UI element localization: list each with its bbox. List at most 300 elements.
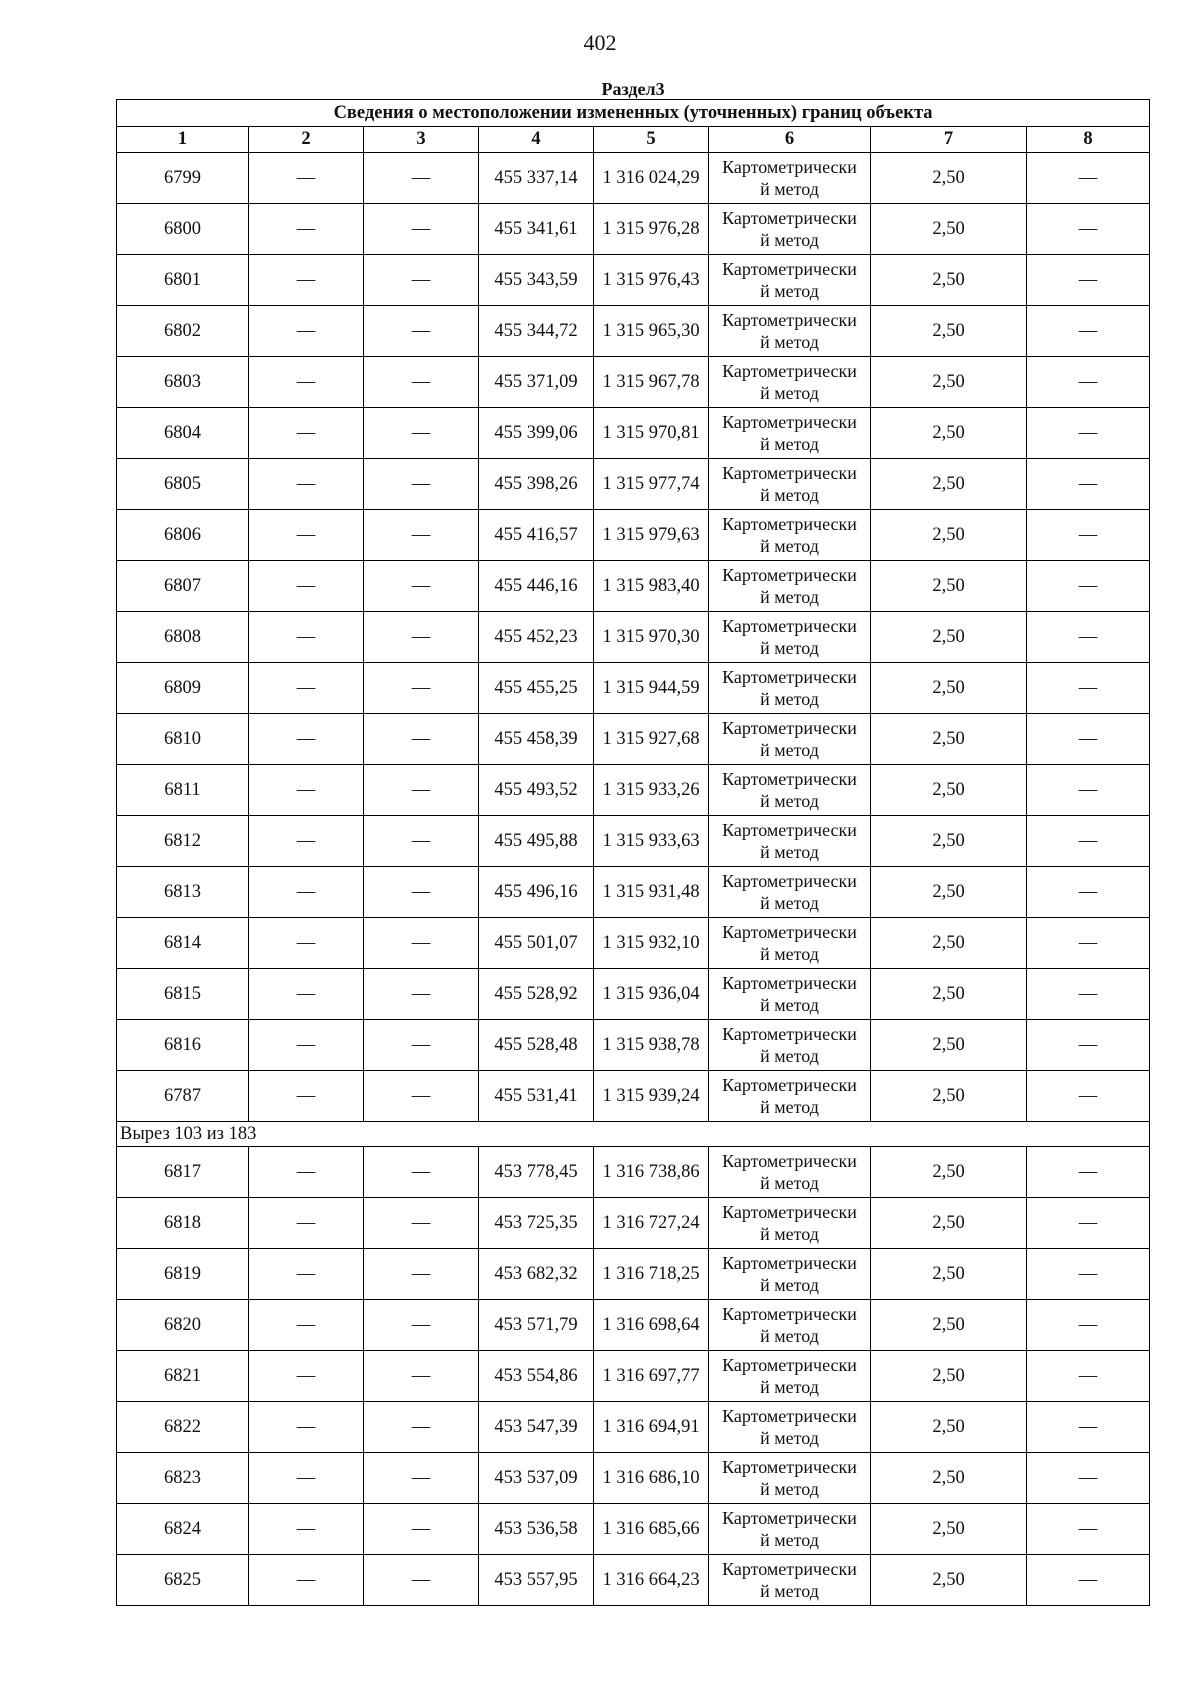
accuracy: 2,50 [871, 918, 1027, 969]
column-number: 4 [479, 127, 594, 153]
coordinate-y: 1 316 024,29 [594, 153, 709, 204]
coordinate-x: 455 371,09 [479, 357, 594, 408]
coordinate-x: 453 557,95 [479, 1555, 594, 1606]
method-line-1: Картометрически [722, 616, 857, 636]
empty-dash: — [249, 1071, 364, 1122]
method-line-2: й метод [760, 536, 819, 556]
empty-dash: — [1027, 459, 1150, 510]
method-line-2: й метод [760, 230, 819, 250]
empty-dash: — [364, 969, 479, 1020]
method-line-1: Картометрически [722, 1508, 857, 1528]
empty-dash: — [364, 1555, 479, 1606]
method-cell [709, 1198, 871, 1249]
empty-dash: — [249, 1402, 364, 1453]
empty-dash: — [1027, 969, 1150, 1020]
empty-dash: — [364, 1351, 479, 1402]
empty-dash: — [364, 918, 479, 969]
empty-dash: — [364, 459, 479, 510]
coordinate-y: 1 315 976,43 [594, 255, 709, 306]
empty-dash: — [1027, 1020, 1150, 1071]
table-row [117, 714, 1150, 765]
empty-dash: — [1027, 357, 1150, 408]
coordinate-y: 1 316 698,64 [594, 1300, 709, 1351]
method-line-1: Картометрически [722, 718, 857, 738]
method-line-2: й метод [760, 1428, 819, 1448]
method-cell [709, 663, 871, 714]
method-cell [709, 612, 871, 663]
table-row [117, 357, 1150, 408]
empty-dash: — [1027, 561, 1150, 612]
empty-dash: — [249, 1453, 364, 1504]
method-cell [709, 1020, 871, 1071]
accuracy: 2,50 [871, 1453, 1027, 1504]
empty-dash: — [249, 1300, 364, 1351]
empty-dash: — [364, 663, 479, 714]
table-row [117, 867, 1150, 918]
empty-dash: — [249, 918, 364, 969]
method-line-2: й метод [760, 1224, 819, 1244]
column-number: 2 [249, 127, 364, 153]
accuracy: 2,50 [871, 1198, 1027, 1249]
empty-dash: — [1027, 663, 1150, 714]
method-line-1: Картометрически [722, 1075, 857, 1095]
empty-dash: — [249, 663, 364, 714]
point-number: 6799 [117, 153, 249, 204]
empty-dash: — [364, 1249, 479, 1300]
empty-dash: — [364, 357, 479, 408]
coordinate-y: 1 315 933,63 [594, 816, 709, 867]
method-cell [709, 459, 871, 510]
table-row [117, 561, 1150, 612]
column-number: 5 [594, 127, 709, 153]
accuracy: 2,50 [871, 1300, 1027, 1351]
table-row [117, 1402, 1150, 1453]
empty-dash: — [1027, 255, 1150, 306]
method-line-2: й метод [760, 179, 819, 199]
empty-dash: — [249, 1147, 364, 1198]
accuracy: 2,50 [871, 1504, 1027, 1555]
point-number: 6808 [117, 612, 249, 663]
point-number: 6807 [117, 561, 249, 612]
empty-dash: — [364, 1147, 479, 1198]
empty-dash: — [1027, 918, 1150, 969]
table-row [117, 1504, 1150, 1555]
empty-dash: — [364, 714, 479, 765]
method-line-1: Картометрически [722, 973, 857, 993]
method-line-1: Картометрически [722, 1151, 857, 1171]
method-cell [709, 765, 871, 816]
method-line-1: Картометрически [722, 565, 857, 585]
coordinate-x: 453 725,35 [479, 1198, 594, 1249]
point-number: 6809 [117, 663, 249, 714]
empty-dash: — [364, 765, 479, 816]
point-number: 6800 [117, 204, 249, 255]
coordinate-x: 455 446,16 [479, 561, 594, 612]
table-row [117, 1453, 1150, 1504]
method-cell [709, 1071, 871, 1122]
accuracy: 2,50 [871, 1351, 1027, 1402]
accuracy: 2,50 [871, 306, 1027, 357]
method-cell [709, 561, 871, 612]
point-number: 6787 [117, 1071, 249, 1122]
method-line-1: Картометрически [722, 157, 857, 177]
coordinate-y: 1 316 697,77 [594, 1351, 709, 1402]
method-line-2: й метод [760, 332, 819, 352]
method-cell [709, 204, 871, 255]
method-cell [709, 1249, 871, 1300]
coordinate-y: 1 316 685,66 [594, 1504, 709, 1555]
empty-dash: — [364, 153, 479, 204]
coordinate-x: 453 536,58 [479, 1504, 594, 1555]
coordinate-y: 1 315 983,40 [594, 561, 709, 612]
point-number: 6805 [117, 459, 249, 510]
empty-dash: — [364, 255, 479, 306]
method-line-2: й метод [760, 1097, 819, 1117]
point-number: 6817 [117, 1147, 249, 1198]
accuracy: 2,50 [871, 153, 1027, 204]
accuracy: 2,50 [871, 1071, 1027, 1122]
coordinate-y: 1 315 931,48 [594, 867, 709, 918]
method-line-1: Картометрически [722, 871, 857, 891]
table-title: Сведения о местоположении измененных (уточненных) границ объекта [117, 100, 1150, 127]
coordinate-y: 1 316 664,23 [594, 1555, 709, 1606]
method-line-1: Картометрически [722, 361, 857, 381]
method-cell [709, 918, 871, 969]
accuracy: 2,50 [871, 408, 1027, 459]
empty-dash: — [364, 867, 479, 918]
method-line-2: й метод [760, 740, 819, 760]
method-line-2: й метод [760, 1530, 819, 1550]
coordinate-x: 455 495,88 [479, 816, 594, 867]
method-line-2: й метод [760, 587, 819, 607]
table-row [117, 459, 1150, 510]
group-label: Вырез 103 из 183 [117, 1122, 1150, 1147]
coordinate-y: 1 315 933,26 [594, 765, 709, 816]
accuracy: 2,50 [871, 561, 1027, 612]
accuracy: 2,50 [871, 663, 1027, 714]
coordinate-x: 455 496,16 [479, 867, 594, 918]
method-line-1: Картометрически [722, 1304, 857, 1324]
method-line-1: Картометрически [722, 208, 857, 228]
accuracy: 2,50 [871, 714, 1027, 765]
method-line-2: й метод [760, 842, 819, 862]
table-row [117, 918, 1150, 969]
empty-dash: — [249, 1504, 364, 1555]
accuracy: 2,50 [871, 1402, 1027, 1453]
empty-dash: — [364, 1402, 479, 1453]
method-line-1: Картометрически [722, 1406, 857, 1426]
empty-dash: — [364, 1198, 479, 1249]
coordinate-x: 453 537,09 [479, 1453, 594, 1504]
method-line-1: Картометрически [722, 514, 857, 534]
point-number: 6820 [117, 1300, 249, 1351]
empty-dash: — [364, 510, 479, 561]
method-cell [709, 408, 871, 459]
method-line-1: Картометрически [722, 769, 857, 789]
point-number: 6810 [117, 714, 249, 765]
empty-dash: — [249, 561, 364, 612]
column-number: 7 [871, 127, 1027, 153]
empty-dash: — [249, 867, 364, 918]
table-row [117, 204, 1150, 255]
document-body [116, 79, 1149, 1606]
method-line-1: Картометрически [722, 1355, 857, 1375]
method-cell [709, 306, 871, 357]
method-cell [709, 714, 871, 765]
coordinate-x: 453 778,45 [479, 1147, 594, 1198]
empty-dash: — [249, 765, 364, 816]
coordinate-y: 1 315 927,68 [594, 714, 709, 765]
method-line-2: й метод [760, 1581, 819, 1601]
method-cell [709, 153, 871, 204]
empty-dash: — [1027, 153, 1150, 204]
empty-dash: — [1027, 1504, 1150, 1555]
point-number: 6822 [117, 1402, 249, 1453]
coordinate-y: 1 315 977,74 [594, 459, 709, 510]
coordinate-y: 1 315 939,24 [594, 1071, 709, 1122]
method-cell [709, 1555, 871, 1606]
method-line-1: Картометрически [722, 1024, 857, 1044]
column-number: 1 [117, 127, 249, 153]
method-cell [709, 1147, 871, 1198]
empty-dash: — [249, 816, 364, 867]
method-line-1: Картометрически [722, 820, 857, 840]
coordinate-y: 1 315 965,30 [594, 306, 709, 357]
empty-dash: — [249, 1351, 364, 1402]
page-number: 402 [583, 30, 617, 55]
accuracy: 2,50 [871, 459, 1027, 510]
method-line-2: й метод [760, 689, 819, 709]
table-row [117, 153, 1150, 204]
point-number: 6802 [117, 306, 249, 357]
coordinate-y: 1 315 970,81 [594, 408, 709, 459]
coordinate-y: 1 315 932,10 [594, 918, 709, 969]
empty-dash: — [364, 816, 479, 867]
point-number: 6801 [117, 255, 249, 306]
coordinate-x: 455 455,25 [479, 663, 594, 714]
table-row [117, 1351, 1150, 1402]
coordinate-x: 455 531,41 [479, 1071, 594, 1122]
point-number: 6803 [117, 357, 249, 408]
coordinate-x: 455 337,14 [479, 153, 594, 204]
column-number: 3 [364, 127, 479, 153]
method-line-1: Картометрически [722, 667, 857, 687]
method-line-1: Картометрически [722, 412, 857, 432]
accuracy: 2,50 [871, 1147, 1027, 1198]
accuracy: 2,50 [871, 255, 1027, 306]
table-row [117, 612, 1150, 663]
column-number-row [117, 127, 1150, 153]
empty-dash: — [1027, 1351, 1150, 1402]
point-number: 6821 [117, 1351, 249, 1402]
coordinate-y: 1 315 967,78 [594, 357, 709, 408]
column-number: 6 [709, 127, 871, 153]
method-line-1: Картометрически [722, 1559, 857, 1579]
empty-dash: — [249, 357, 364, 408]
coordinate-x: 455 528,92 [479, 969, 594, 1020]
point-number: 6806 [117, 510, 249, 561]
empty-dash: — [1027, 1147, 1150, 1198]
coordinate-x: 455 493,52 [479, 765, 594, 816]
point-number: 6823 [117, 1453, 249, 1504]
coordinate-x: 455 398,26 [479, 459, 594, 510]
empty-dash: — [249, 510, 364, 561]
coordinate-y: 1 315 976,28 [594, 204, 709, 255]
method-line-1: Картометрически [722, 259, 857, 279]
method-line-2: й метод [760, 1275, 819, 1295]
empty-dash: — [249, 153, 364, 204]
coordinate-y: 1 316 727,24 [594, 1198, 709, 1249]
empty-dash: — [249, 1555, 364, 1606]
method-cell [709, 867, 871, 918]
method-line-1: Картометрически [722, 1202, 857, 1222]
table-body-group-1 [117, 153, 1150, 1122]
empty-dash: — [364, 1071, 479, 1122]
coordinate-y: 1 316 738,86 [594, 1147, 709, 1198]
column-number: 8 [1027, 127, 1150, 153]
empty-dash: — [1027, 1249, 1150, 1300]
empty-dash: — [364, 1504, 479, 1555]
table-row [117, 816, 1150, 867]
method-cell [709, 1504, 871, 1555]
empty-dash: — [249, 1249, 364, 1300]
point-number: 6813 [117, 867, 249, 918]
empty-dash: — [249, 1020, 364, 1071]
table-row [117, 1300, 1150, 1351]
coordinate-x: 453 571,79 [479, 1300, 594, 1351]
group-separator [117, 1122, 1150, 1147]
table-row [117, 765, 1150, 816]
section-title: Раздел3 [601, 79, 665, 99]
empty-dash: — [1027, 204, 1150, 255]
coordinate-x: 455 458,39 [479, 714, 594, 765]
empty-dash: — [1027, 408, 1150, 459]
point-number: 6814 [117, 918, 249, 969]
point-number: 6825 [117, 1555, 249, 1606]
coordinate-y: 1 316 686,10 [594, 1453, 709, 1504]
method-line-1: Картометрически [722, 922, 857, 942]
empty-dash: — [1027, 612, 1150, 663]
method-line-1: Картометрически [722, 1457, 857, 1477]
table-row [117, 510, 1150, 561]
table-row [117, 1555, 1150, 1606]
point-number: 6819 [117, 1249, 249, 1300]
method-line-2: й метод [760, 638, 819, 658]
method-cell [709, 1453, 871, 1504]
method-line-2: й метод [760, 383, 819, 403]
empty-dash: — [249, 969, 364, 1020]
empty-dash: — [1027, 765, 1150, 816]
table-row [117, 663, 1150, 714]
accuracy: 2,50 [871, 1020, 1027, 1071]
method-line-2: й метод [760, 1173, 819, 1193]
method-cell [709, 969, 871, 1020]
empty-dash: — [1027, 1198, 1150, 1249]
empty-dash: — [364, 1020, 479, 1071]
coordinates-table [116, 79, 1150, 1606]
table-row [117, 255, 1150, 306]
empty-dash: — [1027, 1453, 1150, 1504]
coordinate-x: 455 343,59 [479, 255, 594, 306]
empty-dash: — [1027, 1555, 1150, 1606]
coordinate-y: 1 316 694,91 [594, 1402, 709, 1453]
accuracy: 2,50 [871, 816, 1027, 867]
table-body-group-2 [117, 1147, 1150, 1606]
accuracy: 2,50 [871, 765, 1027, 816]
empty-dash: — [364, 561, 479, 612]
point-number: 6818 [117, 1198, 249, 1249]
empty-dash: — [1027, 306, 1150, 357]
coordinate-x: 455 416,57 [479, 510, 594, 561]
empty-dash: — [1027, 867, 1150, 918]
method-cell [709, 510, 871, 561]
point-number: 6824 [117, 1504, 249, 1555]
empty-dash: — [1027, 714, 1150, 765]
accuracy: 2,50 [871, 1555, 1027, 1606]
method-line-2: й метод [760, 791, 819, 811]
point-number: 6804 [117, 408, 249, 459]
table-row [117, 1147, 1150, 1198]
empty-dash: — [364, 612, 479, 663]
coordinate-x: 455 341,61 [479, 204, 594, 255]
table-row [117, 1249, 1150, 1300]
coordinate-x: 455 452,23 [479, 612, 594, 663]
empty-dash: — [1027, 816, 1150, 867]
coordinate-y: 1 316 718,25 [594, 1249, 709, 1300]
method-line-2: й метод [760, 1326, 819, 1346]
method-cell [709, 1351, 871, 1402]
empty-dash: — [249, 408, 364, 459]
accuracy: 2,50 [871, 510, 1027, 561]
empty-dash: — [364, 1300, 479, 1351]
accuracy: 2,50 [871, 969, 1027, 1020]
empty-dash: — [364, 408, 479, 459]
method-cell [709, 1300, 871, 1351]
empty-dash: — [1027, 1300, 1150, 1351]
empty-dash: — [1027, 1071, 1150, 1122]
method-line-2: й метод [760, 995, 819, 1015]
coordinate-y: 1 315 936,04 [594, 969, 709, 1020]
empty-dash: — [249, 459, 364, 510]
coordinate-x: 455 399,06 [479, 408, 594, 459]
method-line-1: Картометрически [722, 310, 857, 330]
coordinate-x: 453 554,86 [479, 1351, 594, 1402]
coordinate-x: 453 682,32 [479, 1249, 594, 1300]
method-line-2: й метод [760, 893, 819, 913]
accuracy: 2,50 [871, 867, 1027, 918]
table-row [117, 408, 1150, 459]
table-row [117, 1071, 1150, 1122]
empty-dash: — [249, 306, 364, 357]
empty-dash: — [364, 204, 479, 255]
method-line-2: й метод [760, 281, 819, 301]
method-cell [709, 1402, 871, 1453]
method-line-1: Картометрически [722, 1253, 857, 1273]
method-line-2: й метод [760, 944, 819, 964]
coordinate-y: 1 315 970,30 [594, 612, 709, 663]
table-row [117, 306, 1150, 357]
table-row [117, 969, 1150, 1020]
empty-dash: — [249, 204, 364, 255]
method-line-2: й метод [760, 1479, 819, 1499]
empty-dash: — [249, 1198, 364, 1249]
accuracy: 2,50 [871, 1249, 1027, 1300]
method-line-2: й метод [760, 485, 819, 505]
coordinate-x: 453 547,39 [479, 1402, 594, 1453]
accuracy: 2,50 [871, 357, 1027, 408]
empty-dash: — [249, 255, 364, 306]
empty-dash: — [249, 612, 364, 663]
